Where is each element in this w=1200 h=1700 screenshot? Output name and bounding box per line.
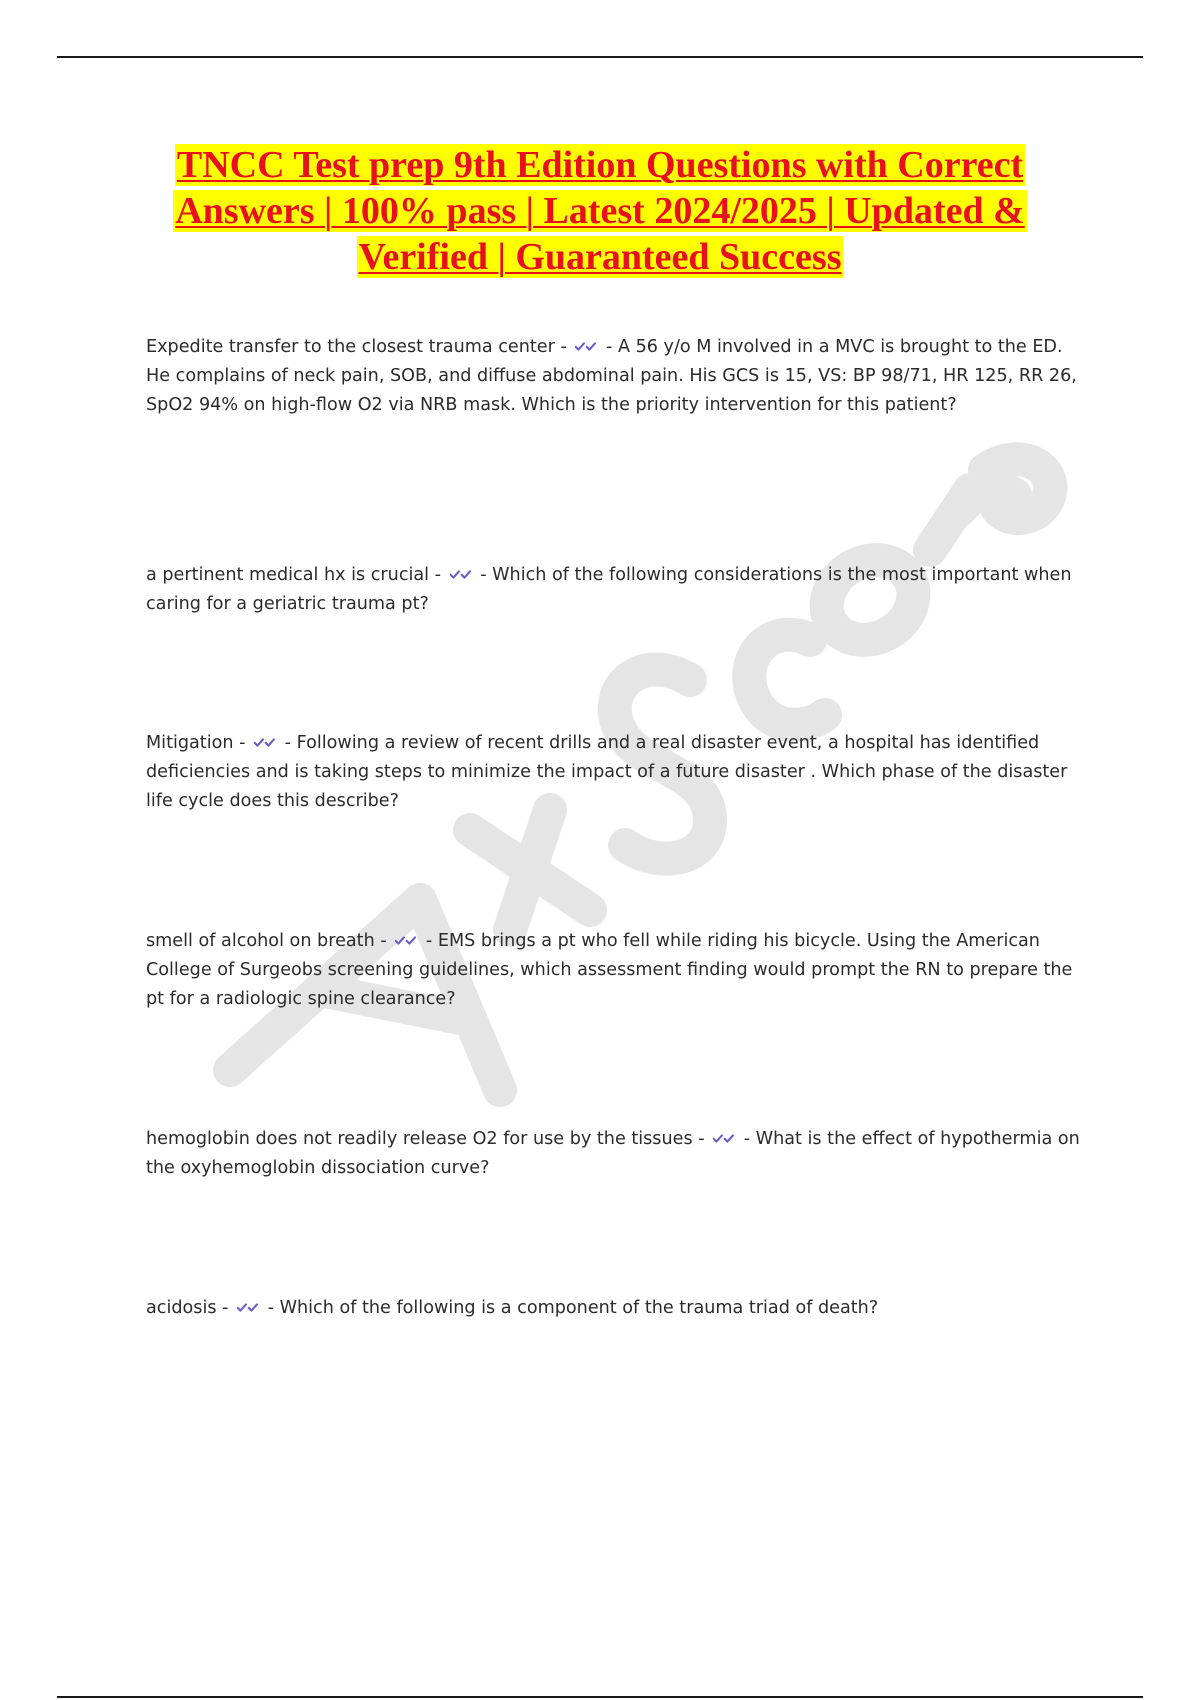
double-check-icon <box>237 1300 259 1315</box>
qa-item <box>146 1294 1086 1323</box>
top-rule <box>57 56 1143 58</box>
document-title <box>120 142 1080 280</box>
double-check-icon <box>254 735 276 750</box>
separator: - <box>284 733 292 753</box>
separator: - <box>222 1298 229 1318</box>
separator: - <box>380 931 387 951</box>
question-text: What is the effect of hypothermia on the oxyhemoglobin dissociation curve? <box>146 1129 1080 1178</box>
question-text: Which of the following considerations is the most important when caring for a geriatric trauma pt? <box>146 565 1072 614</box>
question-text: A 56 y/o M involved in a MVC is brought to the ED. He complains of neck pain, SOB, and diffuse abdominal pain. His GCS is 15, VS: BP 98/71, HR 125, RR 26, SpO2 94% on high-flow O2 via NRB mask. Which is the priority intervention for this patient? <box>146 337 1077 415</box>
qa-item <box>146 1125 1086 1183</box>
separator: - <box>425 931 433 951</box>
qa-item <box>146 561 1086 619</box>
separator: - <box>480 565 487 585</box>
question-text: Which of the following is a component of the trauma triad of death? <box>279 1298 879 1318</box>
separator: - <box>698 1129 705 1149</box>
double-check-icon <box>575 339 597 354</box>
separator: - <box>743 1129 751 1149</box>
qa-item <box>146 729 1086 816</box>
answer-text: acidosis <box>146 1298 217 1318</box>
answer-text: smell of alcohol on breath <box>146 931 375 951</box>
answer-text: hemoglobin does not readily release O2 for use by the tissues <box>146 1129 693 1149</box>
answer-text: Mitigation <box>146 733 234 753</box>
qa-item <box>146 927 1086 1014</box>
double-check-icon <box>395 933 417 948</box>
separator: - <box>560 337 567 357</box>
separator: - <box>434 565 441 585</box>
separator: - <box>239 733 246 753</box>
qa-item <box>146 333 1086 420</box>
bottom-rule <box>57 1696 1143 1698</box>
separator: - <box>605 337 613 357</box>
answer-text: a pertinent medical hx is crucial <box>146 565 430 585</box>
question-text: EMS brings a pt who fell while riding his bicycle. Using the American College of Surgeobs screening guidelines, which assessment finding would prompt the RN to prepare the pt for a radiologic spine clearance? <box>146 931 1073 1009</box>
double-check-icon <box>713 1131 735 1146</box>
answer-text: Expedite transfer to the closest trauma center <box>146 337 555 357</box>
document-title-text: TNCC Test prep 9th Edition Questions with Correct Answers | 100% pass | Latest 2024/2025 | Updated & Verified | Guaranteed Success <box>175 144 1025 278</box>
separator: - <box>267 1298 274 1318</box>
question-text: Following a review of recent drills and a real disaster event, a hospital has identified deficiencies and is taking steps to minimize the impact of a future disaster . Which phase of the disaster life cycle does this describe? <box>146 733 1068 811</box>
double-check-icon <box>450 567 472 582</box>
